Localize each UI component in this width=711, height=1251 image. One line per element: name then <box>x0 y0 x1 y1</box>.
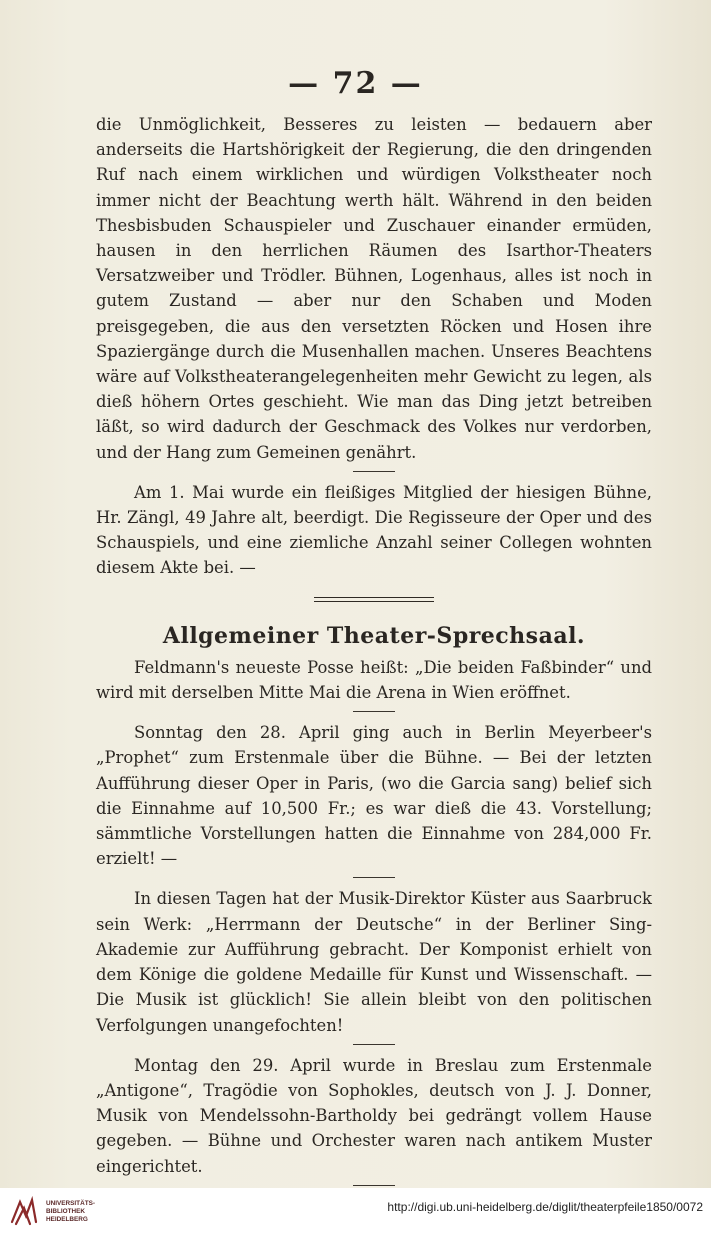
paragraph: Montag den 29. April wurde in Breslau zum Erstenmale „Antigone“, Tragödie von Sophokles, deutsch von J. J. Donner, Musik von Mendelssohn-Bartholdy bei gedrängt vollem Hause gegeben. — Bühne und Orchester waren nach antikem Muster eingerichtet. <box>96 1055 652 1176</box>
source-url-link[interactable]: http://digi.ub.uni-heidelberg.de/diglit/theaterpfeile1850/0072 <box>387 1200 703 1214</box>
section-divider <box>314 597 434 602</box>
logo-line: BIBLIOTHEK <box>46 1208 86 1215</box>
section-heading: Allgemeiner Theater-Sprechsaal. <box>162 622 586 649</box>
paragraph: Feldmann's neueste Posse heißt: „Die beiden Faßbinder“ und wird mit derselben Mitte Mai die Arena in Wien eröffnet. <box>96 657 652 703</box>
paragraph: In diesen Tagen hat der Musik-Direktor Küster aus Saarbruck sein Werk: „Herrmann der Deutsche“ in der Berliner Sing-Akademie zur Aufführung gebracht. Der Komponist erhielt von dem Könige die goldene Medaille für Kunst und Wissenschaft. — Die Musik ist glücklich! Sie allein bleibt von den politischen Verfolgungen unangefochten! <box>96 889 652 1035</box>
separator-rule <box>353 1185 395 1186</box>
paragraph: Am 1. Mai wurde ein fleißiges Mitglied der hiesigen Bühne, Hr. Zängl, 49 Jahre alt, beerdigt. Die Regisseure der Oper und des Schauspiels, und eine ziemliche Anzahl seiner Collegen wohnten diesem Akte bei. — <box>96 482 652 578</box>
separator-rule <box>353 877 395 878</box>
separator-rule <box>353 471 395 472</box>
page-number: — 72 — <box>288 66 423 101</box>
library-crest-icon <box>6 1194 42 1230</box>
page-text <box>96 112 652 1188</box>
viewer-footer <box>0 1188 711 1251</box>
library-logo <box>6 1194 95 1230</box>
separator-rule <box>353 1044 395 1045</box>
logo-line: UNIVERSITÄTS- <box>46 1200 95 1207</box>
separator-rule <box>353 711 395 712</box>
paragraph: die Unmöglichkeit, Besseres zu leisten — bedauern aber anderseits die Hartshörigkeit der Regierung, die den dringenden Ruf nach einem wirklichen und würdigen Volkstheater noch immer nicht der Beachtung werth hält. Während in den beiden Thesbisbuden Schauspieler und Zuschauer einander ermüden, hausen in den herrlichen Räumen des Isarthor-Theaters Versatzweiber und Trödler. Bühnen, Logenhaus, alles ist noch in gutem Zustand — aber nur den Schaben und Moden preisgegeben, die aus den versetzten Röcken und Hosen ihre Spaziergänge durch die Musenhallen machen. Unseres Beachtens wäre auf Volkstheaterangelegenheiten mehr Gewicht zu legen, als dieß höhern Ortes geschieht. Wie man das Ding jetzt betreiben läßt, so wird dadurch der Geschmack des Volkes nur verdorben, und der Hang zum Gemeinen genährt. <box>96 115 652 462</box>
logo-line: HEIDELBERG <box>46 1216 88 1223</box>
paragraph: Sonntag den 28. April ging auch in Berlin Meyerbeer's „Prophet“ zum Erstenmale über die Bühne. — Bei der letzten Aufführung dieser Oper in Paris, (wo die Garcia sang) belief sich die Einnahme auf 10,500 Fr.; es war dieß die 43. Vorstellung; sämmtliche Vorstellungen hatten die Einnahme von 284,000 Fr. erzielt! — <box>96 723 652 869</box>
